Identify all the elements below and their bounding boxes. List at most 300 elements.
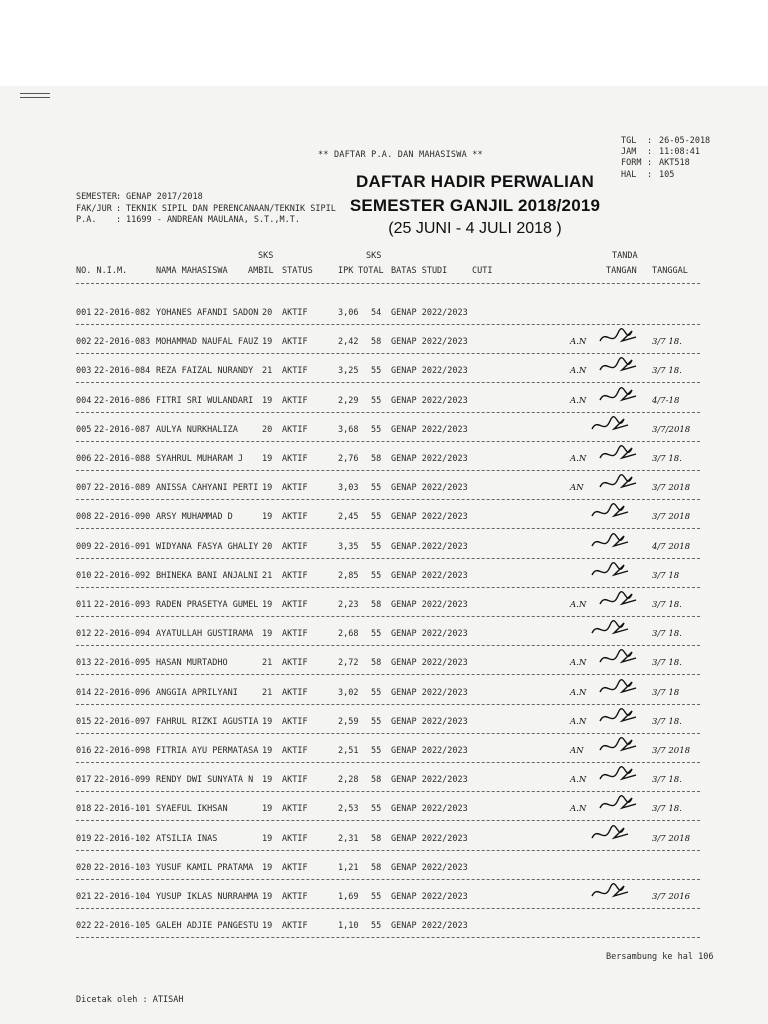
header-divider bbox=[76, 283, 700, 284]
signature-initials: A.N bbox=[570, 454, 587, 464]
row-batas-studi: GENAP 2022/2023 bbox=[391, 921, 468, 932]
fakjur-value: TEKNIK SIPIL DAN PERENCANAAN/TEKNIK SIPIL bbox=[126, 203, 336, 214]
row-ipk: 2,59 bbox=[338, 716, 359, 727]
row-ipk: 3,35 bbox=[338, 541, 359, 552]
row-divider bbox=[76, 587, 700, 588]
row-status: AKTIF bbox=[282, 833, 308, 844]
row-divider bbox=[76, 645, 700, 646]
row-batas-studi: GENAP 2022/2023 bbox=[391, 687, 468, 698]
row-batas-studi: GENAP 2022/2023 bbox=[391, 570, 468, 581]
row-no: 011 bbox=[76, 600, 92, 610]
row-name: REZA FAIZAL NURANDY bbox=[156, 366, 254, 377]
row-ipk: 2,68 bbox=[338, 629, 359, 640]
semester-value: GENAP 2017/2018 bbox=[126, 192, 203, 202]
signature-initials: A.N bbox=[570, 804, 587, 815]
row-total: 55 bbox=[371, 483, 382, 494]
row-batas-studi: GENAP 2022/2023 bbox=[391, 308, 468, 318]
table-row bbox=[0, 717, 768, 746]
row-total: 58 bbox=[371, 775, 382, 786]
row-name: WIDYANA FASYA GHALIY bbox=[156, 541, 259, 552]
printed-by: Dicetak oleh : ATISAH bbox=[76, 995, 184, 1005]
row-status: AKTIF bbox=[282, 366, 308, 377]
row-name: SYAEFUL IKHSAN bbox=[156, 804, 228, 815]
row-name: AULYA NURKHALIZA bbox=[156, 424, 238, 435]
continued-note: Bersambung ke hal 106 bbox=[606, 952, 714, 962]
signature-scribble bbox=[598, 386, 638, 410]
meta-key: TGL bbox=[621, 136, 637, 146]
row-nim: 22-2016-105 bbox=[94, 921, 151, 932]
signature-scribble bbox=[590, 502, 630, 526]
row-status: AKTIF bbox=[282, 512, 308, 523]
row-status: AKTIF bbox=[282, 921, 308, 932]
meta-row: TGL : 26-05-2018 bbox=[621, 136, 711, 146]
table-row bbox=[0, 834, 768, 863]
col-total: TOTAL bbox=[358, 266, 384, 276]
row-total: 58 bbox=[371, 600, 382, 610]
row-sks: 20 bbox=[262, 308, 273, 318]
row-total: 55 bbox=[371, 570, 382, 581]
table-row bbox=[0, 746, 768, 775]
row-divider bbox=[76, 499, 700, 500]
row-nim: 22-2016-096 bbox=[94, 687, 151, 698]
signature-scribble bbox=[598, 444, 638, 468]
row-sks: 20 bbox=[262, 424, 273, 435]
row-divider bbox=[76, 353, 700, 354]
row-name: GALEH ADJIE PANGESTU bbox=[156, 921, 259, 932]
row-no: 015 bbox=[76, 716, 92, 727]
row-sks: 20 bbox=[262, 541, 273, 552]
row-status: AKTIF bbox=[282, 395, 308, 406]
row-nim: 22-2016-086 bbox=[94, 395, 151, 406]
table-row bbox=[0, 629, 768, 658]
signature-scribble bbox=[590, 561, 630, 585]
row-nim: 22-2016-097 bbox=[94, 716, 151, 727]
row-name: YUSUP IKLAS NURRAHMA bbox=[156, 892, 259, 902]
row-ipk: 2,23 bbox=[338, 600, 359, 610]
row-ipk: 2,45 bbox=[338, 512, 359, 523]
signature-date: 3/7/2018 bbox=[652, 424, 691, 435]
pa-label: P.A. bbox=[76, 215, 97, 225]
title-line-1: DAFTAR HADIR PERWALIAN bbox=[356, 172, 594, 191]
row-nim: 22-2016-094 bbox=[94, 629, 151, 640]
row-no: 012 bbox=[76, 629, 92, 640]
row-batas-studi: GENAP 2022/2023 bbox=[391, 775, 468, 786]
row-no: 017 bbox=[76, 775, 92, 786]
signature-date: 3/7 18. bbox=[652, 775, 682, 786]
signature-scribble bbox=[598, 707, 638, 731]
row-total: 58 bbox=[371, 454, 382, 464]
row-ipk: 1,10 bbox=[338, 921, 359, 932]
table-row bbox=[0, 863, 768, 892]
row-total: 55 bbox=[371, 512, 382, 523]
row-nim: 22-2016-090 bbox=[94, 512, 151, 523]
signature-date: 3/7 18. bbox=[652, 804, 682, 815]
row-total: 55 bbox=[371, 746, 382, 756]
row-batas-studi: GENAP 2022/2023 bbox=[391, 716, 468, 727]
row-sks: 19 bbox=[262, 921, 273, 932]
row-batas-studi: GENAP 2022/2023 bbox=[391, 746, 468, 756]
col-tangan: TANGAN bbox=[606, 266, 637, 276]
row-name: YUSUF KAMIL PRATAMA bbox=[156, 862, 254, 873]
table-row bbox=[0, 688, 768, 717]
document-heading: ** DAFTAR P.A. DAN MAHASISWA ** bbox=[318, 150, 483, 160]
row-ipk: 3,68 bbox=[338, 424, 359, 435]
row-ipk: 2,85 bbox=[338, 570, 359, 581]
title-line-2: SEMESTER GANJIL 2018/2019 bbox=[349, 196, 601, 215]
meta-row: FORM : AKT518 bbox=[621, 158, 690, 169]
signature-scribble bbox=[598, 678, 638, 702]
row-batas-studi: GENAP 2022/2023 bbox=[391, 512, 468, 523]
table-row bbox=[0, 483, 768, 512]
row-nim: 22-2016-099 bbox=[94, 775, 151, 786]
signature-date: 3/7 2018 bbox=[652, 833, 691, 844]
row-no: 004 bbox=[76, 395, 92, 406]
row-no: 002 bbox=[76, 337, 92, 348]
row-divider bbox=[76, 908, 700, 909]
row-total: 55 bbox=[371, 629, 382, 640]
row-batas-studi: GENAP 2022/2023 bbox=[391, 483, 468, 494]
signature-scribble bbox=[598, 648, 638, 672]
row-status: AKTIF bbox=[282, 746, 308, 756]
table-row bbox=[0, 396, 768, 425]
row-status: AKTIF bbox=[282, 570, 308, 581]
row-status: AKTIF bbox=[282, 483, 308, 494]
row-ipk: 2,53 bbox=[338, 804, 359, 815]
col-batas: BATAS STUDI bbox=[391, 266, 448, 276]
signature-date: 3/7 18. bbox=[652, 337, 682, 348]
row-nim: 22-2016-084 bbox=[94, 366, 151, 377]
row-sks: 19 bbox=[262, 833, 273, 844]
signature-scribble bbox=[598, 765, 638, 789]
row-batas-studi: GENAP 2022/2023 bbox=[391, 658, 468, 669]
row-name: AYATULLAH GUSTIRAMA bbox=[156, 629, 254, 640]
signature-initials: AN bbox=[570, 746, 584, 756]
row-name: ANGGIA APRILYANI bbox=[156, 687, 238, 698]
row-no: 008 bbox=[76, 512, 92, 523]
signature-scribble bbox=[590, 532, 630, 556]
signature-date: 3/7 2018 bbox=[652, 512, 691, 523]
signature-date: 3/7 18. bbox=[652, 658, 682, 669]
meta-key: HAL bbox=[621, 169, 637, 180]
row-batas-studi: GENAP 2022/2023 bbox=[391, 804, 468, 815]
signature-initials: A.N bbox=[570, 366, 587, 377]
fakjur-label: FAK/JUR bbox=[76, 203, 112, 214]
row-sks: 19 bbox=[262, 512, 273, 523]
signature-scribble bbox=[598, 356, 638, 380]
table-row bbox=[0, 308, 768, 337]
signature-date: 3/7 18. bbox=[652, 366, 682, 377]
row-divider bbox=[76, 937, 700, 938]
row-sks: 21 bbox=[262, 570, 273, 581]
row-divider bbox=[76, 382, 700, 383]
row-no: 019 bbox=[76, 833, 92, 844]
signature-date: 3/7 18 bbox=[652, 570, 680, 581]
row-sks: 19 bbox=[262, 892, 273, 902]
row-ipk: 2,31 bbox=[338, 833, 359, 844]
signature-scribble bbox=[598, 327, 638, 351]
row-nim: 22-2016-101 bbox=[94, 804, 151, 815]
row-divider bbox=[76, 412, 700, 413]
col-ipk: IPK bbox=[338, 266, 354, 276]
row-divider bbox=[76, 441, 700, 442]
row-sks: 19 bbox=[262, 629, 273, 640]
meta-value: AKT518 bbox=[659, 158, 690, 169]
row-name: ARSY MUHAMMAD D bbox=[156, 512, 233, 523]
meta-value: 26-05-2018 bbox=[659, 136, 711, 146]
row-divider bbox=[76, 879, 700, 880]
col-cuti: CUTI bbox=[472, 266, 493, 276]
row-name: ATSILIA INAS bbox=[156, 833, 218, 844]
pa-value: 11699 - ANDREAN MAULANA, S.T.,M.T. bbox=[126, 215, 300, 225]
row-divider bbox=[76, 470, 700, 471]
row-ipk: 2,72 bbox=[338, 658, 359, 669]
row-ipk: 2,28 bbox=[338, 775, 359, 786]
row-batas-studi: GENAP 2022/2023 bbox=[391, 833, 468, 844]
row-nim: 22-2016-104 bbox=[94, 892, 151, 902]
row-total: 55 bbox=[371, 892, 382, 902]
row-sks: 19 bbox=[262, 804, 273, 815]
col-ambil: AMBIL bbox=[248, 266, 274, 276]
row-sks: 19 bbox=[262, 775, 273, 786]
row-nim: 22-2016-083 bbox=[94, 337, 151, 348]
row-status: AKTIF bbox=[282, 687, 308, 698]
row-batas-studi: GENAP 2022/2023 bbox=[391, 892, 468, 902]
row-no: 020 bbox=[76, 862, 92, 873]
row-total: 55 bbox=[371, 921, 382, 932]
row-status: AKTIF bbox=[282, 454, 308, 464]
col-sks-top-2: SKS bbox=[366, 251, 382, 261]
row-nim: 22-2016-089 bbox=[94, 483, 151, 494]
signature-initials: A.N bbox=[570, 395, 587, 406]
signature-initials: A.N bbox=[570, 658, 587, 669]
row-name: YOHANES AFANDI SADON bbox=[156, 308, 259, 318]
meta-row: JAM : 11:08:41 bbox=[621, 147, 700, 158]
row-name: FAHRUL RIZKI AGUSTIA bbox=[156, 716, 259, 727]
row-ipk: 3,25 bbox=[338, 366, 359, 377]
signature-date: 3/7 2018 bbox=[652, 483, 691, 494]
table-row bbox=[0, 804, 768, 833]
semester-label: SEMESTER bbox=[76, 192, 117, 202]
row-divider bbox=[76, 762, 700, 763]
signature-date: 3/7 2016 bbox=[652, 892, 691, 902]
row-sks: 19 bbox=[262, 600, 273, 610]
row-nim: 22-2016-082 bbox=[94, 308, 151, 318]
row-ipk: 3,02 bbox=[338, 687, 359, 698]
table-row bbox=[0, 775, 768, 804]
row-name: HASAN MURTADHO bbox=[156, 658, 228, 669]
row-ipk: 2,76 bbox=[338, 454, 359, 464]
row-name: SYAHRUL MUHARAM J bbox=[156, 454, 243, 464]
row-divider bbox=[76, 324, 700, 325]
signature-scribble bbox=[598, 794, 638, 818]
row-batas-studi: GENAP 2022/2023 bbox=[391, 337, 468, 348]
table-row bbox=[0, 921, 768, 950]
row-no: 001 bbox=[76, 308, 92, 318]
row-batas-studi: GENAP 2022/2023 bbox=[391, 366, 468, 377]
row-total: 58 bbox=[371, 862, 382, 873]
row-name: ANISSA CAHYANI PERTI bbox=[156, 483, 259, 494]
row-batas-studi: GENAP 2022/2023 bbox=[391, 395, 468, 406]
table-row bbox=[0, 512, 768, 541]
signature-scribble bbox=[590, 619, 630, 643]
signature-scribble bbox=[590, 824, 630, 848]
row-no: 014 bbox=[76, 687, 92, 698]
signature-date: 3/7 18. bbox=[652, 454, 682, 464]
row-no: 005 bbox=[76, 424, 92, 435]
table-row bbox=[0, 425, 768, 454]
row-name: BHINEKA BANI ANJALNI bbox=[156, 570, 259, 581]
row-name: FITRI SRI WULANDARI bbox=[156, 395, 254, 406]
signature-date: 3/7 18. bbox=[652, 716, 682, 727]
row-divider bbox=[76, 733, 700, 734]
table-row bbox=[0, 571, 768, 600]
row-batas-studi: GENAP 2022/2023 bbox=[391, 862, 468, 873]
signature-date: 4/7-18 bbox=[652, 395, 680, 406]
row-status: AKTIF bbox=[282, 308, 308, 318]
row-batas-studi: GENAP 2022/2023 bbox=[391, 454, 468, 464]
row-status: AKTIF bbox=[282, 716, 308, 727]
table-row bbox=[0, 337, 768, 366]
row-total: 55 bbox=[371, 395, 382, 406]
signature-initials: AN bbox=[570, 483, 584, 494]
signature-date: 3/7 18. bbox=[652, 629, 682, 640]
row-no: 003 bbox=[76, 366, 92, 377]
row-nim: 22-2016-088 bbox=[94, 454, 151, 464]
row-ipk: 2,51 bbox=[338, 746, 359, 756]
signature-initials: A.N bbox=[570, 600, 587, 610]
row-status: AKTIF bbox=[282, 541, 308, 552]
row-status: AKTIF bbox=[282, 862, 308, 873]
row-sks: 19 bbox=[262, 337, 273, 348]
row-status: AKTIF bbox=[282, 658, 308, 669]
row-nim: 22-2016-103 bbox=[94, 862, 151, 873]
row-sks: 19 bbox=[262, 395, 273, 406]
row-total: 54 bbox=[371, 308, 382, 318]
col-status: STATUS bbox=[282, 266, 313, 276]
signature-date: 3/7 18. bbox=[652, 600, 682, 610]
col-tanggal: TANGGAL bbox=[652, 266, 688, 276]
row-name: RADEN PRASETYA GUMEL bbox=[156, 600, 259, 610]
row-batas-studi: GENAP 2022/2023 bbox=[391, 600, 468, 610]
row-name: FITRIA AYU PERMATASA bbox=[156, 746, 259, 756]
signature-initials: A.N bbox=[570, 337, 587, 348]
row-divider bbox=[76, 528, 700, 529]
row-ipk: 2,29 bbox=[338, 395, 359, 406]
row-status: AKTIF bbox=[282, 424, 308, 435]
signature-initials: A.N bbox=[570, 716, 587, 727]
title-line-3: (25 JUNI - 4 JULI 2018 ) bbox=[388, 220, 562, 237]
row-no: 021 bbox=[76, 892, 92, 902]
signature-scribble bbox=[590, 415, 630, 439]
row-total: 58 bbox=[371, 658, 382, 669]
row-ipk: 2,42 bbox=[338, 337, 359, 348]
row-no: 016 bbox=[76, 746, 92, 756]
meta-value: 11:08:41 bbox=[659, 147, 700, 158]
signature-date: 4/7 2018 bbox=[652, 541, 691, 552]
row-status: AKTIF bbox=[282, 629, 308, 640]
row-total: 58 bbox=[371, 337, 382, 348]
row-name: MOHAMMAD NAUFAL FAUZ bbox=[156, 337, 259, 348]
row-nim: 22-2016-098 bbox=[94, 746, 151, 756]
col-nama: NAMA MAHASISWA bbox=[156, 266, 228, 276]
row-ipk: 3,06 bbox=[338, 308, 359, 318]
row-sks: 19 bbox=[262, 483, 273, 494]
row-sks: 19 bbox=[262, 862, 273, 873]
row-total: 55 bbox=[371, 541, 382, 552]
row-sks: 19 bbox=[262, 454, 273, 464]
signature-initials: A.N bbox=[570, 775, 587, 786]
row-no: 007 bbox=[76, 483, 92, 494]
table-row bbox=[0, 658, 768, 687]
row-sks: 21 bbox=[262, 687, 273, 698]
print-meta bbox=[621, 136, 710, 181]
row-divider bbox=[76, 616, 700, 617]
meta-row: HAL : 105 bbox=[621, 169, 675, 180]
row-ipk: 1,69 bbox=[338, 892, 359, 902]
row-status: AKTIF bbox=[282, 892, 308, 902]
col-nim: NO. N.I.M. bbox=[76, 266, 128, 276]
row-nim: 22-2016-102 bbox=[94, 833, 151, 844]
signature-date: 3/7 2018 bbox=[652, 746, 691, 756]
row-divider bbox=[76, 791, 700, 792]
table-row bbox=[0, 366, 768, 395]
row-no: 010 bbox=[76, 570, 92, 581]
row-batas-studi: GENAP.2022/2023 bbox=[391, 541, 468, 552]
row-nim: 22-2016-087 bbox=[94, 424, 151, 435]
signature-scribble bbox=[598, 736, 638, 760]
row-status: AKTIF bbox=[282, 600, 308, 610]
row-total: 55 bbox=[371, 366, 382, 377]
signature-scribble bbox=[590, 882, 630, 906]
row-sks: 19 bbox=[262, 716, 273, 727]
signature-scribble bbox=[598, 473, 638, 497]
row-no: 009 bbox=[76, 541, 92, 552]
meta-key: JAM bbox=[621, 147, 637, 158]
row-total: 55 bbox=[371, 804, 382, 815]
row-divider bbox=[76, 850, 700, 851]
table-row bbox=[0, 892, 768, 921]
row-nim: 22-2016-095 bbox=[94, 658, 151, 669]
signature-initials: A.N bbox=[570, 687, 587, 698]
col-sks-top: SKS bbox=[258, 251, 274, 261]
row-total: 55 bbox=[371, 424, 382, 435]
row-total: 55 bbox=[371, 716, 382, 727]
row-total: 58 bbox=[371, 833, 382, 844]
row-sks: 21 bbox=[262, 366, 273, 377]
row-nim: 22-2016-093 bbox=[94, 600, 151, 610]
row-nim: 22-2016-092 bbox=[94, 570, 151, 581]
signature-scribble bbox=[598, 590, 638, 614]
meta-value: 105 bbox=[659, 169, 675, 180]
table-row bbox=[0, 542, 768, 571]
row-divider bbox=[76, 820, 700, 821]
table-row bbox=[0, 454, 768, 483]
col-tanda-top: TANDA bbox=[612, 251, 638, 261]
row-batas-studi: GENAP 2022/2023 bbox=[391, 629, 468, 640]
row-sks: 21 bbox=[262, 658, 273, 669]
row-ipk: 1,21 bbox=[338, 862, 359, 873]
row-total: 55 bbox=[371, 687, 382, 698]
row-nim: 22-2016-091 bbox=[94, 541, 151, 552]
row-ipk: 3,03 bbox=[338, 483, 359, 494]
row-divider bbox=[76, 704, 700, 705]
header-info: SEMESTER : GENAP 2017/2018 FAK/JUR : TEKNIK SIPIL DAN PERENCANAAN/TEKNIK SIPIL P.A. : 11699 - ANDREAN MAULANA, S.T.,M.T. bbox=[76, 192, 336, 225]
row-status: AKTIF bbox=[282, 804, 308, 815]
row-sks: 19 bbox=[262, 746, 273, 756]
row-batas-studi: GENAP 2022/2023 bbox=[391, 424, 468, 435]
handwritten-title bbox=[330, 170, 620, 240]
row-name: RENDY DWI SUNYATA N bbox=[156, 775, 254, 786]
